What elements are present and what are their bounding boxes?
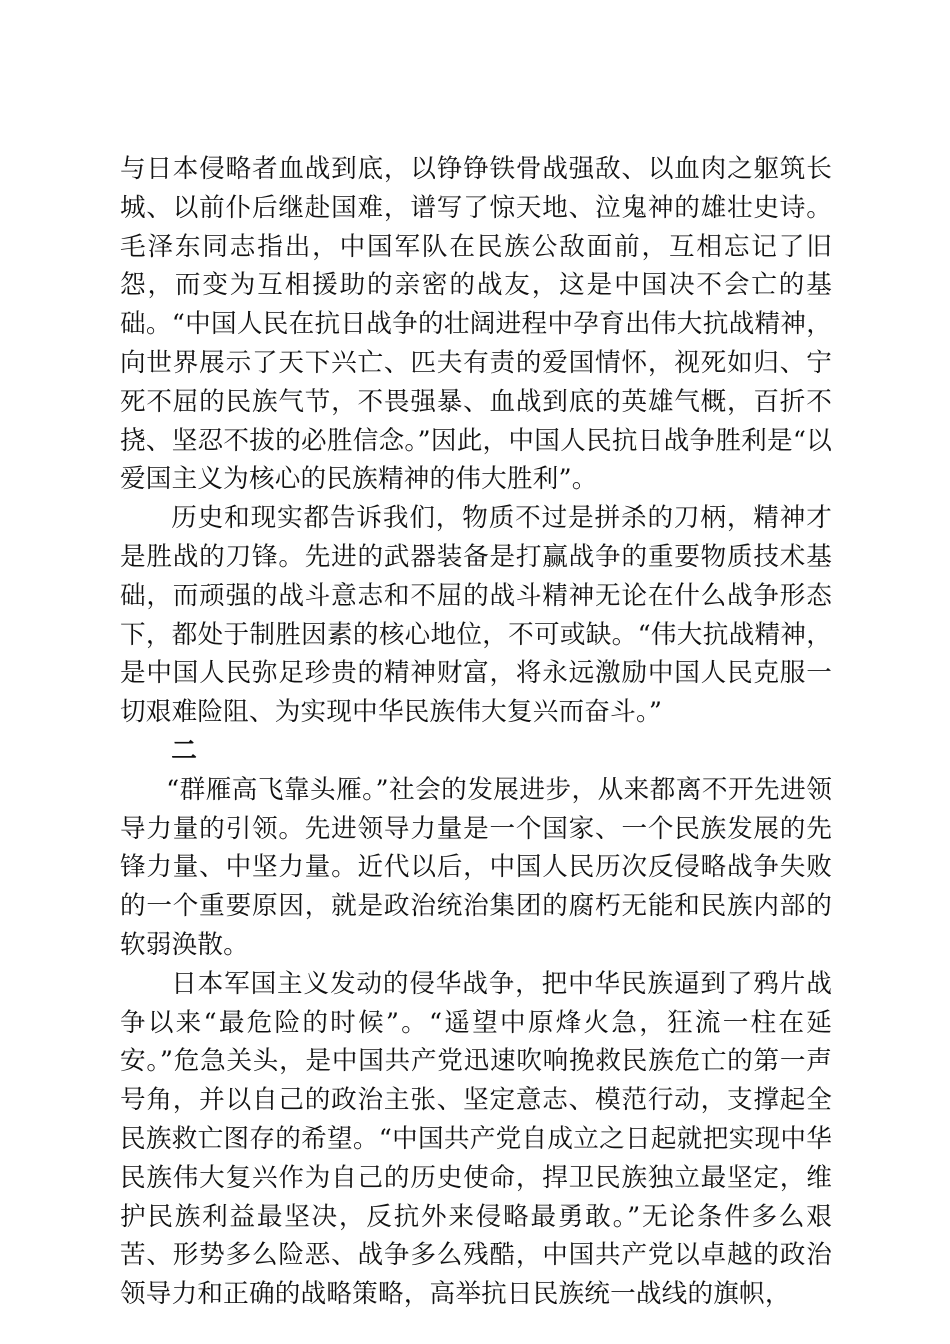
paragraph-history-reality: 历史和现实都告诉我们，物质不过是拼杀的刀柄，精神才是胜战的刀锋。先进的武器装备是打赢战争的重要物质技术基础，而顽强的战斗意志和不屈的战斗精神无论在什么战争形态下，都处于制胜因素的核心地位，不可或缺。“伟大抗战精神，是中国人民弥足珍贵的精神财富，将永远激励中国人民克服一切艰难险阻、为实现中华民族伟大复兴而奋斗。” — [120, 503, 832, 728]
paragraph-continuation: 与日本侵略者血战到底，以铮铮铁骨战强敌、以血肉之躯筑长城、以前仆后继赴国难，谱写了惊天地、泣鬼神的雄壮史诗。毛泽东同志指出，中国军队在民族公敌面前，互相忘记了旧怨，而变为互相援助的亲密的战友，这是中国决不会亡的基础。“中国人民在抗日战争的壮阔进程中孕育出伟大抗战精神，向世界展示了天下兴亡、匹夫有责的爱国情怀，视死如归、宁死不屈的民族气节，不畏强暴、血战到底的英雄气概，百折不挠、坚忍不拔的必胜信念。”因此，中国人民抗日战争胜利是“以爱国主义为核心的民族精神的伟大胜利”。 — [120, 154, 832, 495]
section-heading: 二 — [171, 735, 197, 766]
paragraph-japanese-militarism: 日本军国主义发动的侵华战争，把中华民族逼到了鸦片战争以来“最危险的时候”。“遥望中原烽火急，狂流一柱在延安。”危急关头，是中国共产党迅速吹响挽救民族危亡的第一声号角，并以自己的政治主张、坚定意志、模范行动，支撑起全民族救亡图存的希望。“中国共产党自成立之日起就把实现中华民族伟大复兴作为自己的历史使命，捍卫民族独立最坚定，维护民族利益最坚决，反抗外来侵略最勇敢。”无论条件多么艰苦、形势多么险恶、战争多么残酷，中国共产党以卓越的政治领导力和正确的战略策略，高举抗日民族统一战线的旗帜， — [120, 968, 832, 1310]
paragraph-leading-goose: “群雁高飞靠头雁。”社会的发展进步，从来都离不开先进领导力量的引领。先进领导力量是一个国家、一个民族发展的先锋力量、中坚力量。近代以后，中国人民历次反侵略战争失败的一个重要原因，就是政治统治集团的腐朽无能和民族内部的软弱涣散。 — [120, 774, 832, 960]
body-text — [120, 150, 832, 1314]
